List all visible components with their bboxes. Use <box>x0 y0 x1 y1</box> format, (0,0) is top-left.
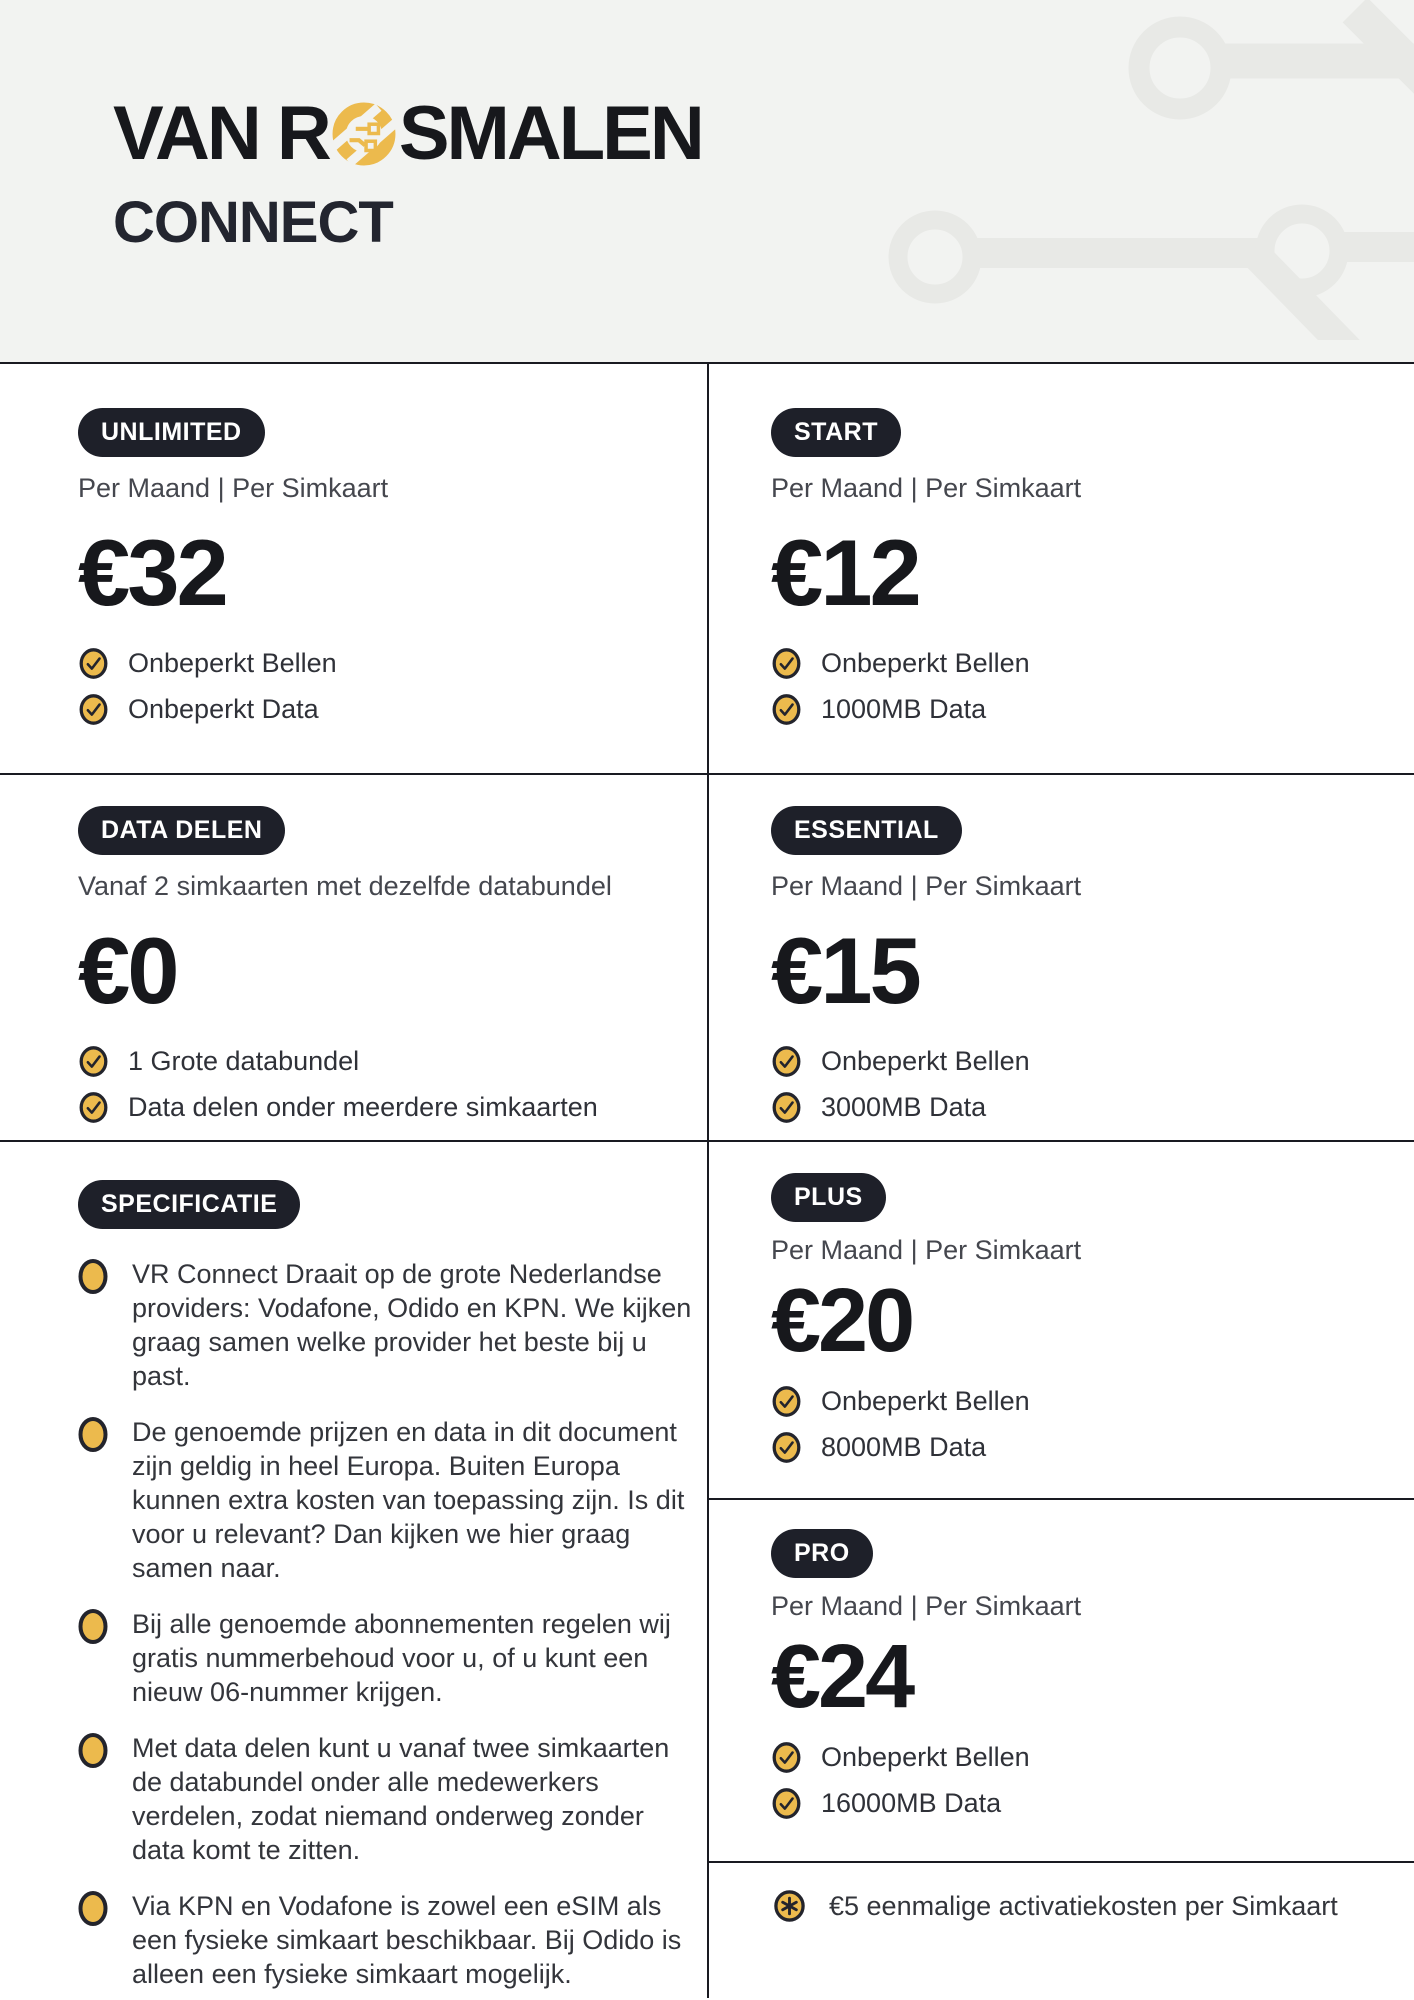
footer-note-text: €5 eenmalige activatiekosten per Simkaart <box>829 1890 1338 1921</box>
footer-note <box>709 1863 1414 1923</box>
card-pro <box>709 1500 1414 1863</box>
check-icon <box>78 647 109 680</box>
brand-subtitle: CONNECT <box>113 190 393 255</box>
card-badge: ESSENTIAL <box>771 806 962 855</box>
card-badge: UNLIMITED <box>78 408 265 457</box>
bullet-text: Via KPN en Vodafone is zowel een eSIM als een fysieke simkaart beschikbaar. Bij Odido is alleen een fysieke simkaart mogelijk. <box>132 1891 682 1989</box>
feature-list <box>78 646 707 726</box>
circuit-decoration-icon <box>850 0 1414 340</box>
card-badge: PLUS <box>771 1173 886 1222</box>
card-subtitle: Per Maand | Per Simkaart <box>771 871 1082 901</box>
feature-item <box>771 692 1414 726</box>
content-grid <box>0 364 1414 1998</box>
brand-title-pre: VAN R <box>113 91 329 176</box>
card-badge: DATA DELEN <box>78 806 285 855</box>
card-plus <box>709 1142 1414 1500</box>
bullet-text: VR Connect Draait op de grote Nederlandse providers: Vodafone, Odido en KPN. We kijken graag samen welke provider het beste bij u past. <box>132 1259 692 1391</box>
card-subtitle: Per Maand | Per Simkaart <box>78 473 389 503</box>
feature-item <box>771 1090 1414 1124</box>
column-left <box>0 364 707 1998</box>
card-subtitle: Per Maand | Per Simkaart <box>771 1591 1082 1621</box>
check-icon <box>771 1787 802 1820</box>
check-icon <box>771 1431 802 1464</box>
feature-item <box>78 1044 707 1078</box>
card-subtitle: Per Maand | Per Simkaart <box>771 473 1082 503</box>
check-icon <box>771 1091 802 1124</box>
card-essential <box>709 775 1414 1142</box>
bullet-dot-icon <box>78 1890 108 1927</box>
feature-label: Onbeperkt Bellen <box>821 1385 1030 1416</box>
header <box>0 0 1414 364</box>
feature-label: Onbeperkt Data <box>128 693 319 724</box>
feature-item <box>771 646 1414 680</box>
card-price: €20 <box>771 1271 913 1371</box>
feature-item <box>771 1786 1414 1820</box>
feature-label: Onbeperkt Bellen <box>128 647 337 678</box>
feature-list <box>771 1740 1414 1820</box>
feature-label: Onbeperkt Bellen <box>821 647 1030 678</box>
check-icon <box>771 1741 802 1774</box>
section-specificatie <box>0 1142 707 1998</box>
feature-item <box>771 1430 1414 1464</box>
bullet-dot-icon <box>78 1732 108 1769</box>
check-icon <box>78 1091 109 1124</box>
feature-label: Onbeperkt Bellen <box>821 1741 1030 1772</box>
feature-label: Data delen onder meerdere simkaarten <box>128 1091 598 1122</box>
card-price: €15 <box>771 918 919 1023</box>
column-right <box>707 364 1414 1998</box>
feature-list <box>771 1044 1414 1124</box>
feature-label: 16000MB Data <box>821 1787 1002 1818</box>
feature-label: 3000MB Data <box>821 1091 987 1122</box>
asterisk-icon <box>773 1889 806 1923</box>
bullet-item <box>78 1731 707 1867</box>
feature-item <box>78 692 707 726</box>
check-icon <box>78 1045 109 1078</box>
card-badge: START <box>771 408 901 457</box>
feature-label: 1000MB Data <box>821 693 987 724</box>
check-icon <box>771 647 802 680</box>
brand-title-post: SMALEN <box>398 91 702 176</box>
card-data-delen <box>0 775 707 1142</box>
bullet-item <box>78 1415 707 1585</box>
check-icon <box>78 693 109 726</box>
brand-title <box>113 91 702 176</box>
section-footer-note <box>709 1863 1414 1998</box>
feature-item <box>771 1384 1414 1418</box>
feature-item <box>78 1090 707 1124</box>
feature-item <box>78 646 707 680</box>
card-price: €12 <box>771 520 919 625</box>
check-icon <box>771 1045 802 1078</box>
bullet-item <box>78 1257 707 1393</box>
card-badge: SPECIFICATIE <box>78 1180 300 1229</box>
card-badge: PRO <box>771 1529 873 1578</box>
feature-item <box>771 1044 1414 1078</box>
card-start <box>709 364 1414 775</box>
card-price: €24 <box>771 1627 913 1727</box>
feature-label: Onbeperkt Bellen <box>821 1045 1030 1076</box>
bullet-dot-icon <box>78 1416 108 1453</box>
card-subtitle: Vanaf 2 simkaarten met dezelfde databundel <box>78 871 612 901</box>
card-unlimited <box>0 364 707 775</box>
bullet-item <box>78 1889 707 1991</box>
bullet-item <box>78 1607 707 1709</box>
bullet-list <box>78 1257 707 1991</box>
feature-list <box>78 1044 707 1124</box>
bullet-text: Met data delen kunt u vanaf twee simkaarten de databundel onder alle medewerkers verdelen, zodat niemand onderweg zonder data komt te zitten. <box>132 1733 670 1865</box>
feature-list <box>771 646 1414 726</box>
card-price: €32 <box>78 520 226 625</box>
bullet-dot-icon <box>78 1258 108 1295</box>
bullet-text: De genoemde prijzen en data in dit document zijn geldig in heel Europa. Buiten Europa kunnen extra kosten van toepassing zijn. Is dit voor u relevant? Dan kijken we hier graag samen naar. <box>132 1417 685 1583</box>
card-subtitle: Per Maand | Per Simkaart <box>771 1235 1082 1265</box>
feature-item <box>771 1740 1414 1774</box>
bullet-text: Bij alle genoemde abonnementen regelen wij gratis nummerbehoud voor u, of u kunt een nieuw 06-nummer krijgen. <box>132 1609 671 1707</box>
logo-circuit-o-icon <box>331 101 397 167</box>
feature-label: 8000MB Data <box>821 1431 987 1462</box>
bullet-dot-icon <box>78 1608 108 1645</box>
feature-label: 1 Grote databundel <box>128 1045 360 1076</box>
check-icon <box>771 693 802 726</box>
card-price: €0 <box>78 918 177 1023</box>
check-icon <box>771 1385 802 1418</box>
brand-logo <box>113 91 702 255</box>
feature-list <box>771 1384 1414 1464</box>
